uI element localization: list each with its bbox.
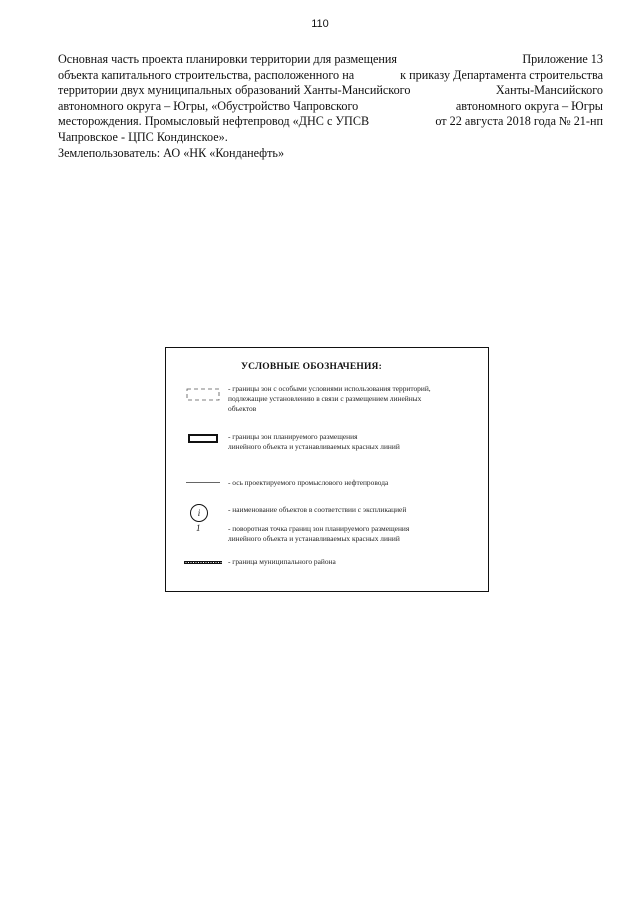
appendix-line: к приказу Департамента строительства bbox=[400, 67, 603, 82]
thin-line-icon bbox=[186, 482, 220, 483]
appendix-reference-block bbox=[363, 52, 603, 130]
legend-text-line: линейного объекта и устанавливаемых красных линий bbox=[228, 534, 400, 543]
italic-one-icon: 1 bbox=[196, 523, 201, 533]
appendix-line: автономного округа – Югры bbox=[455, 98, 603, 113]
legend-item-label bbox=[228, 384, 486, 414]
legend-text-line: - наименование объектов в соответствии с экспликацией bbox=[228, 505, 407, 514]
legend-item-label bbox=[228, 505, 486, 515]
title-line: месторождения. Промысловый нефтепровод «ДНС с УПСВ bbox=[58, 114, 370, 129]
legend-text-line: - границы зон планируемого размещения bbox=[228, 432, 358, 441]
title-line: Чапровское - ЦПС Кондинское». bbox=[58, 129, 228, 144]
title-line: территории двух муниципальных образований Ханты-Мансийского bbox=[58, 83, 411, 98]
legend-item-label bbox=[228, 557, 486, 567]
legend-text-line: - ось проектируемого промыслового нефтепровода bbox=[228, 478, 389, 487]
legend-item-label bbox=[228, 432, 486, 452]
appendix-line: Приложение 13 bbox=[522, 52, 603, 66]
legend-text-line: - границы зон с особыми условиями использования территорий, bbox=[228, 384, 431, 393]
legend-box bbox=[165, 347, 489, 592]
page-number: 110 bbox=[311, 18, 329, 30]
appendix-line: от 22 августа 2018 года № 21-нп bbox=[435, 114, 603, 129]
legend-text-line: линейного объекта и устанавливаемых красных линий bbox=[228, 442, 400, 451]
circled-i-icon: i bbox=[190, 504, 208, 522]
legend-text-line: объектов bbox=[228, 404, 257, 413]
legend-title: УСЛОВНЫЕ ОБОЗНАЧЕНИЯ: bbox=[241, 362, 382, 372]
legend-item-label bbox=[228, 478, 486, 488]
legend-text-line: - граница муниципального района bbox=[228, 557, 336, 566]
dashed-rectangle-icon bbox=[186, 388, 220, 401]
legend-text-line: - поворотная точка границ зон планируемого размещения bbox=[228, 524, 410, 533]
land-user-line: Землепользователь: АО «НК «Конданефть» bbox=[58, 145, 285, 160]
bold-rectangle-icon bbox=[188, 434, 218, 443]
title-line: автономного округа – Югры, «Обустройство Чапровского bbox=[58, 98, 359, 113]
title-line: объекта капитального строительства, расположенного на bbox=[58, 67, 355, 82]
appendix-line: Ханты-Мансийского bbox=[495, 83, 603, 98]
title-line: Основная часть проекта планировки территории для размещения bbox=[58, 52, 398, 66]
legend-item-label bbox=[228, 524, 486, 544]
hatched-line-icon bbox=[184, 561, 222, 564]
legend-text-line: подлежащие установлению в связи с размещением линейных bbox=[228, 394, 422, 403]
